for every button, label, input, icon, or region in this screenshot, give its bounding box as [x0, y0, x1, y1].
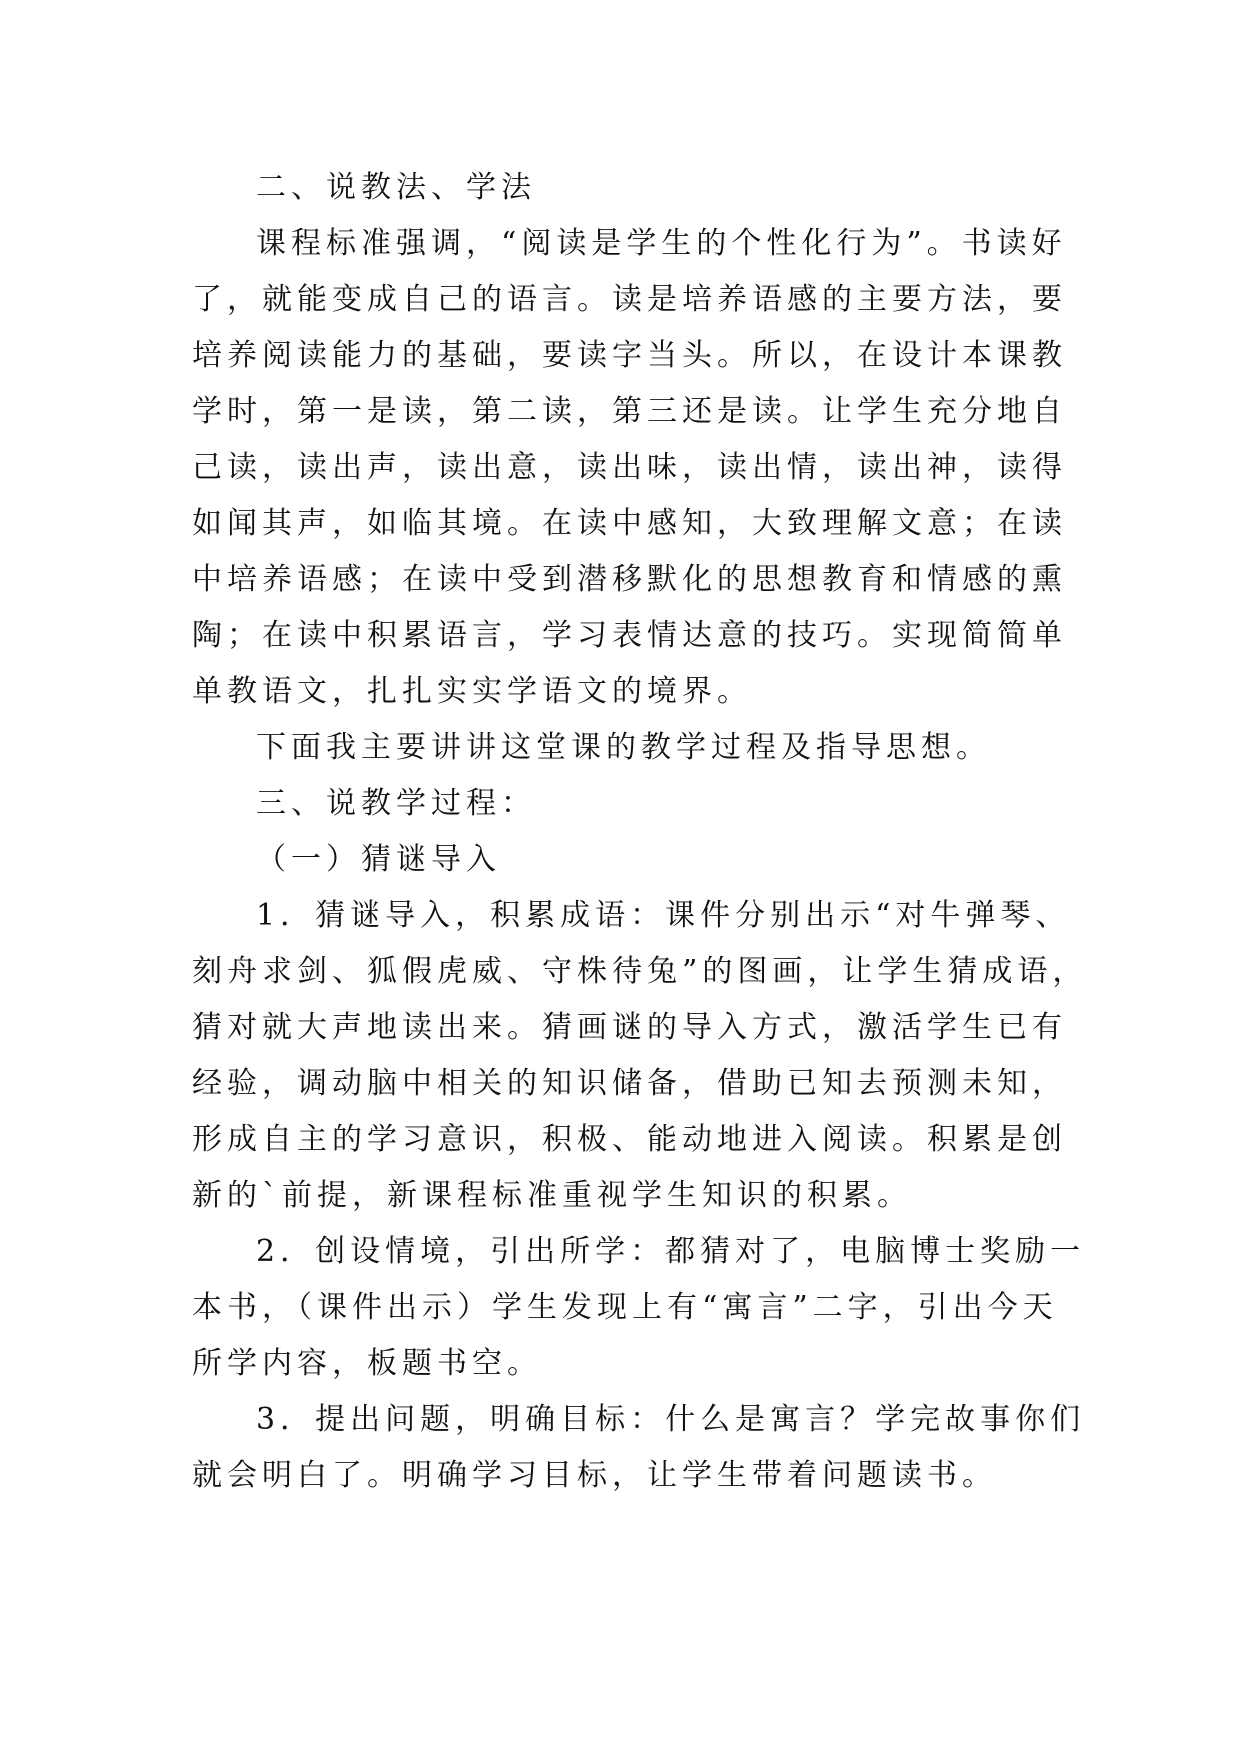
paragraph-reading-emphasis: 课程标准强调，“阅读是学生的个性化行为”。书读好了，就能变成自己的语言。读是培养语感的主要方法，要培养阅读能力的基础，要读字当头。所以，在设计本课教学时，第一是读，第二读，第三还是读。让学生充分地自己读，读出声，读出意，读出味，读出情，读出神，读得如闻其声，如临其境。在读中感知，大致理解文意；在读中培养语感；在读中受到潜移默化的思想教育和情感的熏陶；在读中积累语言，学习表情达意的技巧。实现简简单单教语文，扎扎实实学语文的境界。	[192, 226, 1067, 709]
subsection-heading-riddle-intro: （一）猜谜导入	[256, 842, 501, 877]
section-heading-teaching-process: 三、说教学过程：	[256, 786, 536, 821]
section-heading-teaching-methods: 二、说教法、学法	[256, 170, 536, 205]
paragraph-step-2: 2．创设情境，引出所学：都猜对了，电脑博士奖励一本书，（课件出示）学生发现上有“寓言”二字，引出今天所学内容，板题书空。	[192, 1234, 1086, 1381]
paragraph-intro-process: 下面我主要讲讲这堂课的教学过程及指导思想。	[256, 730, 991, 765]
paragraph-step-1: 1．猜谜导入，积累成语：课件分别出示“对牛弹琴、刻舟求剑、狐假虎威、守株待兔”的图画，让学生猜成语，猜对就大声地读出来。猜画谜的导入方式，激活学生已有经验，调动脑中相关的知识储备，借助已知去预测未知，形成自主的学习意识，积极、能动地进入阅读。积累是创新的`前提，新课程标准重视学生知识的积累。	[192, 898, 1088, 1213]
document-body	[192, 160, 1092, 1504]
paragraph-step-3: 3．提出问题，明确目标：什么是寓言？学完故事你们就会明白了。明确学习目标，让学生带着问题读书。	[192, 1402, 1086, 1493]
